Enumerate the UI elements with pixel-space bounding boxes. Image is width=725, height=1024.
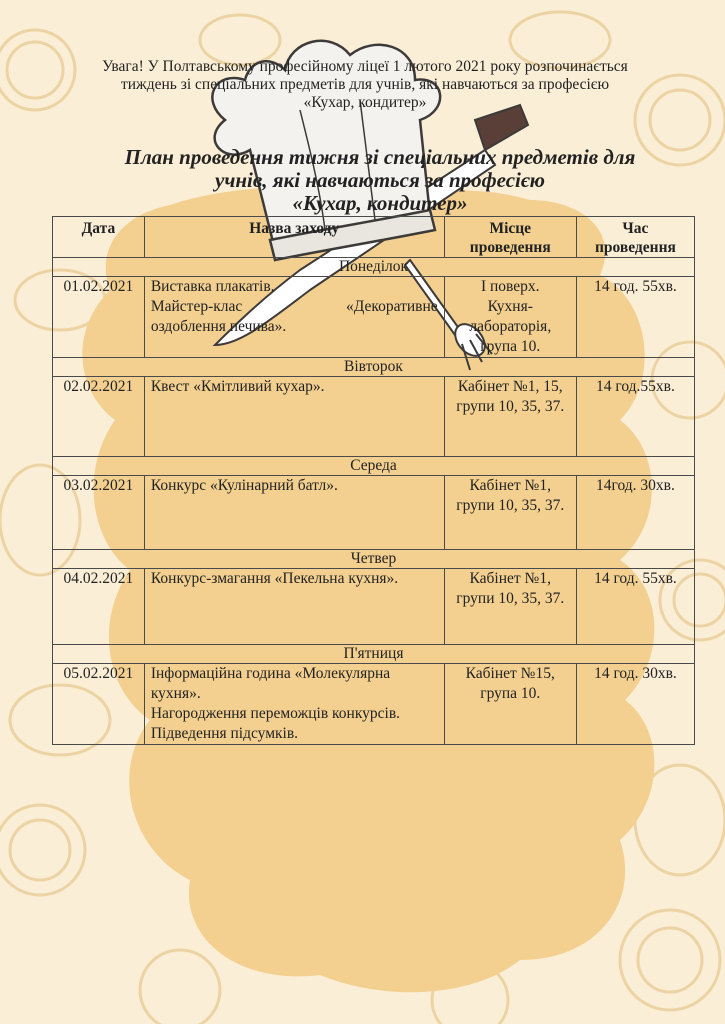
day-row <box>53 645 695 664</box>
place-line: група 10. <box>480 685 541 702</box>
event-place <box>444 277 576 358</box>
event-time: 14год. 30хв. <box>576 476 694 550</box>
day-row <box>53 550 695 569</box>
event-line: Інформаційна година «Молекулярна <box>150 665 391 682</box>
table-row <box>53 476 695 550</box>
event-line: Конкурс «Кулінарний батл». <box>150 477 338 494</box>
place-line: Кабінет №1, 15, <box>457 378 563 395</box>
event-line: Підведення підсумків. <box>150 725 299 742</box>
event-line: Нагородження переможців конкурсів. <box>150 705 401 722</box>
header-time-line: Час <box>622 220 649 237</box>
event-line: Виставка плакатів. <box>150 278 275 295</box>
event-name <box>144 476 444 550</box>
event-place <box>444 476 576 550</box>
event-line-justified <box>151 297 438 317</box>
table-header-row <box>53 217 695 258</box>
place-line: лабораторія, <box>469 318 552 335</box>
place-line: Кухня- <box>487 298 533 315</box>
place-line: І поверх. <box>480 278 540 295</box>
header-place <box>444 217 576 258</box>
schedule-table <box>52 216 695 745</box>
place-line: групи 10, 35, 37. <box>456 497 565 514</box>
plan-title-line: «Кухар, кондитер» <box>292 191 468 215</box>
event-place <box>444 377 576 457</box>
announcement-line: «Кухар, кондитер» <box>303 94 427 111</box>
day-name: Вівторок <box>53 358 695 377</box>
event-time: 14 год. 55хв. <box>576 277 694 358</box>
day-row <box>53 258 695 277</box>
event-line: Квест «Кмітливий кухар». <box>150 378 325 395</box>
place-line: групи 10, 35, 37. <box>456 590 565 607</box>
event-line: кухня». <box>150 685 201 702</box>
day-name: П'ятниця <box>53 645 695 664</box>
announcement <box>60 58 670 112</box>
table-row <box>53 569 695 645</box>
event-date: 04.02.2021 <box>53 569 145 645</box>
event-name <box>144 377 444 457</box>
place-line: Кабінет №1, <box>469 570 551 587</box>
event-date: 03.02.2021 <box>53 476 145 550</box>
announcement-line: тиждень зі спеціальних предметів для учнів, які навчаються за професією <box>120 76 610 93</box>
event-name <box>144 569 444 645</box>
day-name: Четвер <box>53 550 695 569</box>
event-name <box>144 277 444 358</box>
place-line: Кабінет №1, <box>469 477 551 494</box>
event-date: 05.02.2021 <box>53 664 145 745</box>
event-place <box>444 569 576 645</box>
day-row <box>53 457 695 476</box>
day-row <box>53 358 695 377</box>
plan-title <box>70 146 690 215</box>
announcement-line: Увага! У Полтавському професійному ліцеї 1 лютого 2021 року розпочинається <box>102 58 628 75</box>
event-name <box>144 664 444 745</box>
header-place-line: проведення <box>469 239 551 256</box>
place-line: Кабінет №15, <box>465 665 555 682</box>
header-place-line: Місце <box>489 220 532 237</box>
day-name: Понеділок <box>53 258 695 277</box>
event-date: 02.02.2021 <box>53 377 145 457</box>
header-date: Дата <box>53 217 145 258</box>
event-word: Майстер-клас <box>150 298 243 315</box>
event-time: 14 год.55хв. <box>576 377 694 457</box>
plan-title-line: учнів, які навчаються за професією <box>215 168 545 192</box>
event-date: 01.02.2021 <box>53 277 145 358</box>
table-row <box>53 377 695 457</box>
event-word: «Декоративне <box>345 298 438 315</box>
table-row <box>53 277 695 358</box>
event-time: 14 год. 55хв. <box>576 569 694 645</box>
header-time <box>576 217 694 258</box>
place-line: група 10. <box>480 338 541 355</box>
event-line: оздоблення печива». <box>150 318 287 335</box>
plan-title-line: План проведення тижня зі спеціальних предметів для <box>124 145 636 169</box>
event-time: 14 год. 30хв. <box>576 664 694 745</box>
day-name: Середа <box>53 457 695 476</box>
header-event: Назва заходу <box>144 217 444 258</box>
place-line: групи 10, 35, 37. <box>456 398 565 415</box>
header-time-line: проведення <box>594 239 676 256</box>
event-place <box>444 664 576 745</box>
event-line: Конкурс-змагання «Пекельна кухня». <box>150 570 399 587</box>
table-row <box>53 664 695 745</box>
